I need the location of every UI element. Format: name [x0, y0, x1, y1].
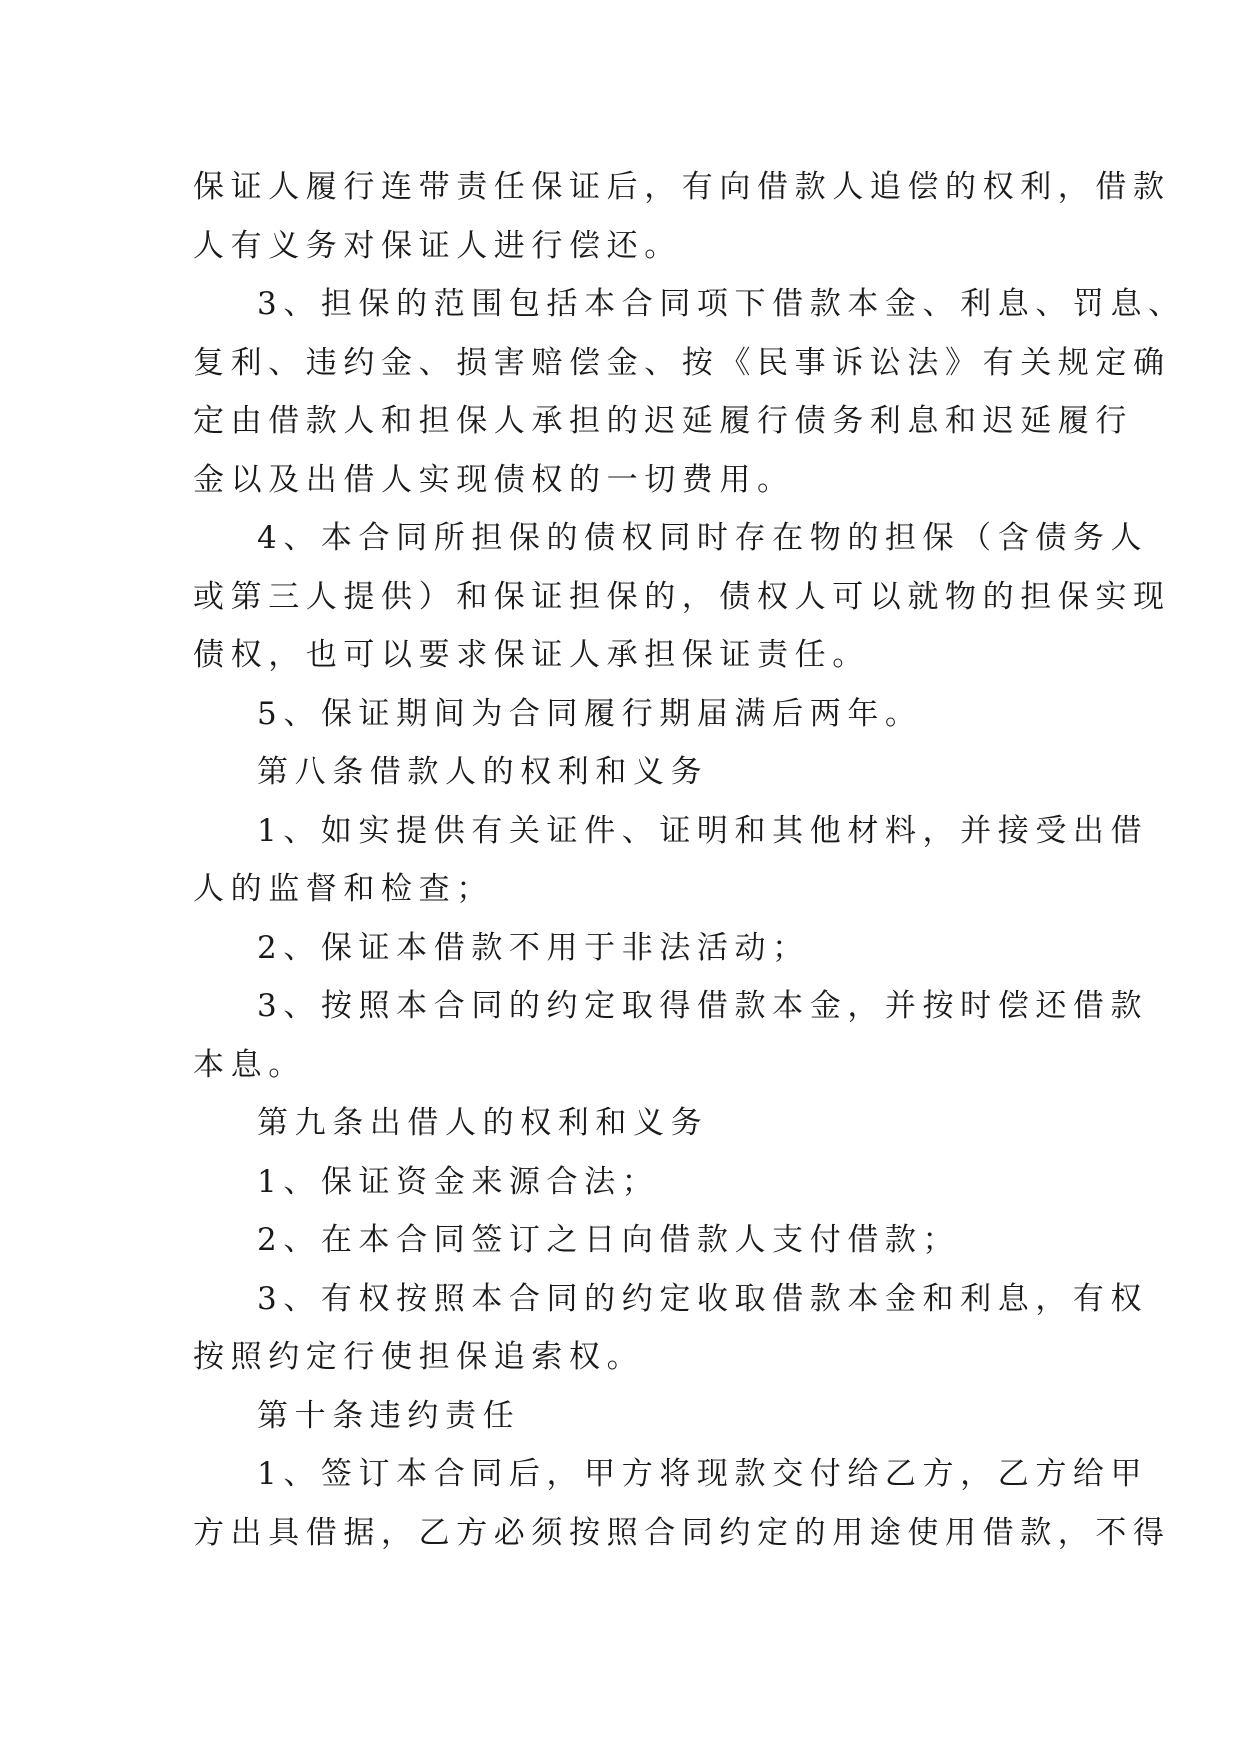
text-line: 按照约定行使担保追索权。: [193, 1339, 645, 1375]
text-line: 人有义务对保证人进行偿还。: [193, 227, 682, 264]
text-line: 1、如实提供有关证件、证明和其他材料，并接受出借: [257, 812, 1149, 849]
article-heading: 第八条借款人的权利和义务: [257, 754, 709, 790]
text-line: 1、保证资金来源合法；: [257, 1163, 660, 1200]
text-line: 保证人履行连带责任保证后，有向借款人追偿的权利，借款: [193, 169, 1171, 205]
text-line: 或第三人提供）和保证担保的，债权人可以就物的担保实现: [193, 578, 1171, 615]
text-line: 2、保证本借款不用于非法活动；: [257, 929, 810, 966]
text-line: 3、担保的范围包括本合同项下借款本金、利息、罚息、: [257, 286, 1186, 322]
text-line: 3、按照本合同的约定取得借款本金，并按时偿还借款: [257, 988, 1149, 1024]
text-line: 方出具借据，乙方必须按照合同约定的用途使用借款，不得: [193, 1514, 1171, 1551]
text-line: 债权，也可以要求保证人承担保证责任。: [193, 637, 870, 673]
article-heading: 第九条出借人的权利和义务: [257, 1105, 709, 1141]
text-line: 4、本合同所担保的债权同时存在物的担保（含债务人: [257, 520, 1149, 556]
document-body: [193, 158, 1186, 1562]
text-line: 人的监督和检查；: [193, 871, 494, 907]
text-line: 5、保证期间为合同履行期届满后两年。: [257, 695, 923, 732]
article-heading: 第十条违约责任: [257, 1397, 521, 1434]
text-line: 1、签订本合同后，甲方将现款交付给乙方，乙方给甲: [257, 1456, 1149, 1492]
text-line: 本息。: [193, 1046, 306, 1083]
text-line: 金以及出借人实现债权的一切费用。: [193, 461, 795, 498]
text-line: 定由借款人和担保人承担的迟延履行债务利息和迟延履行: [193, 403, 1133, 439]
text-line: 3、有权按照本合同的约定收取借款本金和利息，有权: [257, 1280, 1149, 1317]
text-line: 2、在本合同签订之日向借款人支付借款；: [257, 1222, 961, 1258]
text-line: 复利、违约金、损害赔偿金、按《民事诉讼法》有关规定确: [193, 344, 1171, 381]
